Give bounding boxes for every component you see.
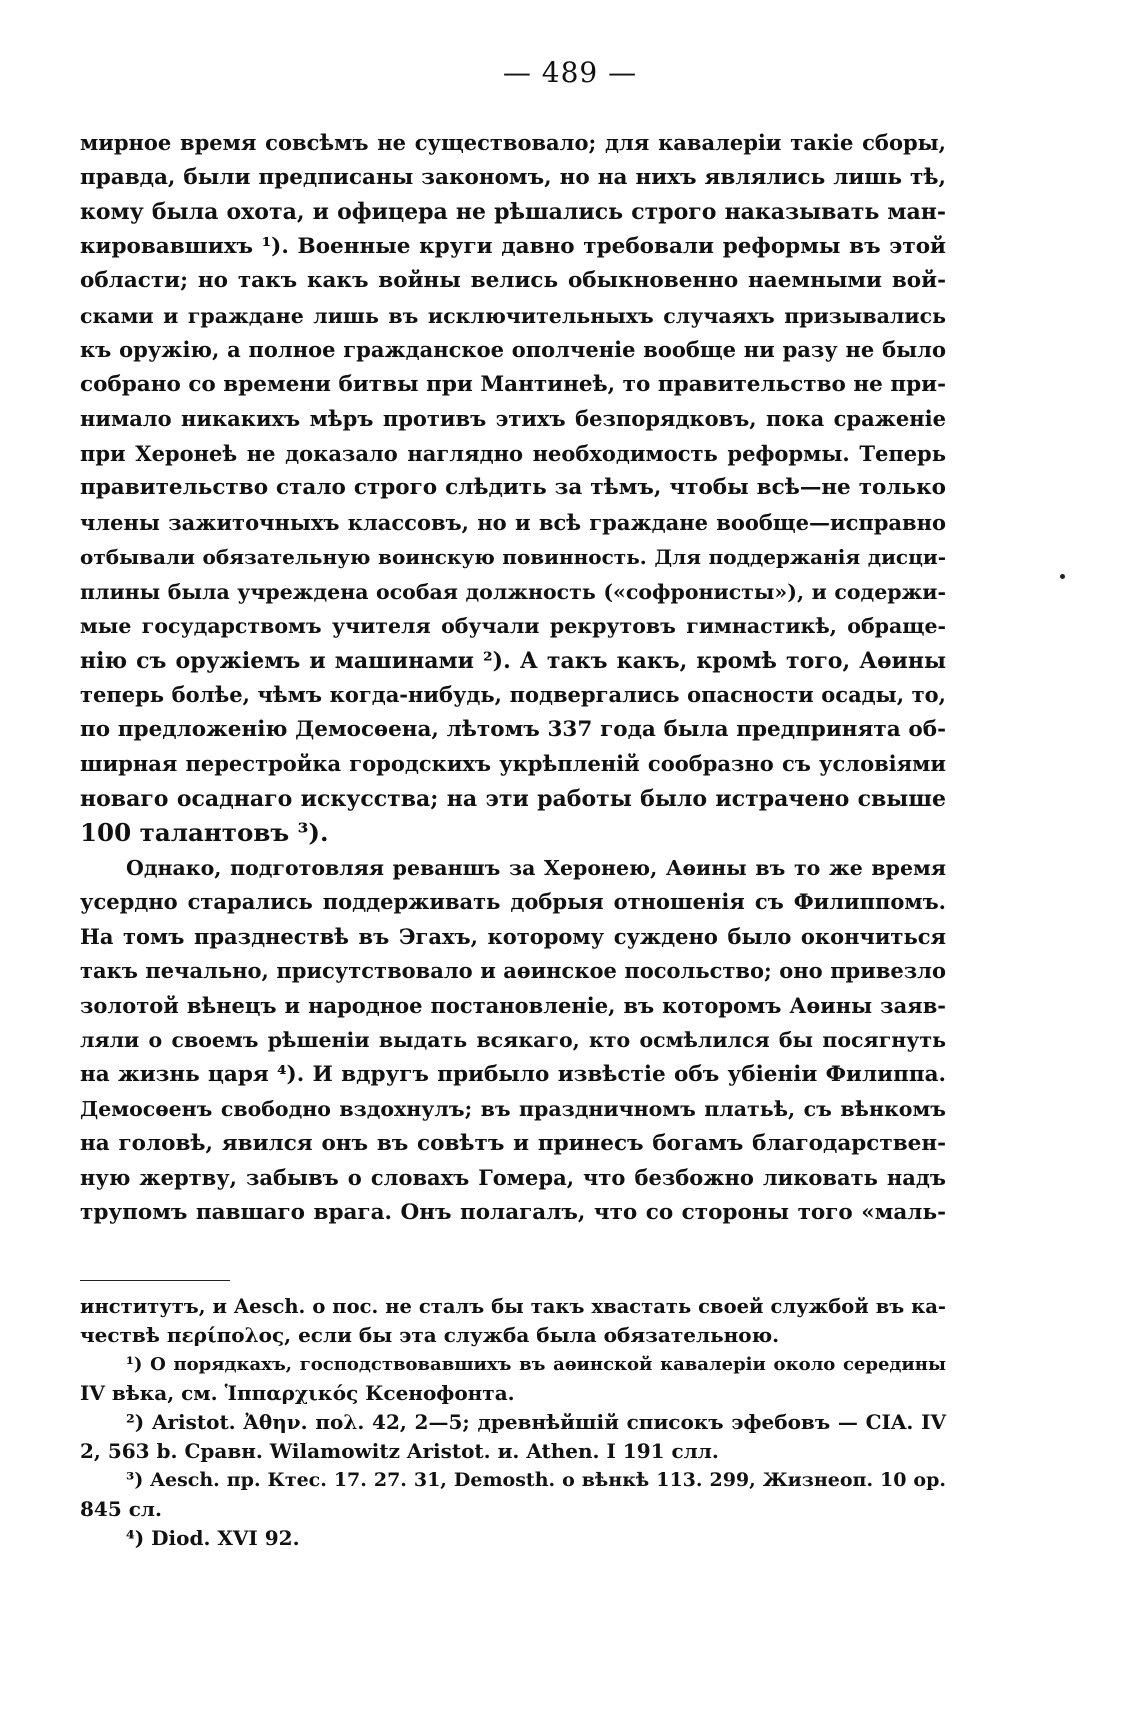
text-line: сками и граждане лишь въ исключительныхъ случаяхъ призывались xyxy=(80,303,946,328)
text-line: члены зажиточныхъ классовъ, но и всѣ граждане вообще—исправно xyxy=(80,509,946,535)
paragraph-end-line: 100 талантовъ ³). xyxy=(80,818,329,847)
text-line: ширная перестройка городскихъ укрѣпленій сообразно съ условіями xyxy=(80,751,946,776)
text-line: правительство стало строго слѣдить за тѣмъ, чтобы всѣ—не только xyxy=(80,475,946,500)
footnote-3: ³) Aesch. пр. Ктес. 17. 27. 31, Demosth. о вѣнкѣ 113. 299, Жизнеоп. 10 ор. xyxy=(126,1469,946,1491)
text-line: Демосѳенъ свободно вздохнулъ; въ праздничномъ платьѣ, съ вѣнкомъ xyxy=(80,1097,946,1121)
text-line: собрано со времени битвы при Мантинеѣ, то правительство не при- xyxy=(80,371,946,397)
footnote-line: институтъ, и Aesch. о пос. не сталъ бы такъ хвастать своей службой въ ка- xyxy=(80,1295,946,1318)
text-line: къ оружію, а полное гражданское ополченіе вообще ни разу не было xyxy=(80,337,946,362)
text-line: ную жертву, забывъ о словахъ Гомера, что безбожно ликовать надъ xyxy=(80,1165,946,1190)
footnote-1: ¹) О порядкахъ, господствовавшихъ въ аѳинской кавалеріи около середины xyxy=(126,1354,946,1375)
text-line: На томъ празднествѣ въ Эгахъ, которому суждено было окончиться xyxy=(80,923,946,949)
text-line: правда, были предписаны закономъ, но на нихъ являлись лишь тѣ, xyxy=(80,164,946,190)
text-line: на головѣ, явился онъ въ совѣтъ и принесъ богамъ благодарствен- xyxy=(80,1130,946,1156)
footnote-line: IV вѣка, см. Ἱππαρχικός Ксенофонта. xyxy=(80,1381,515,1405)
text-line: золотой вѣнецъ и народное постановленіе, въ которомъ Аѳины заяв- xyxy=(80,992,946,1018)
text-line: отбывали обязательную воинскую повинность. Для поддержанія дисци- xyxy=(80,545,946,569)
text-line: новаго осаднаго искусства; на эти работы было истрачено свыше xyxy=(80,785,946,812)
footnote-line: 845 сл. xyxy=(80,1497,162,1521)
text-line: нимало никакихъ мѣръ противъ этихъ безпорядковъ, пока сраженіе xyxy=(80,406,946,431)
footnote-line: 2, 563 b. Сравн. Wilamowitz Aristot. и. Athen. I 191 слл. xyxy=(80,1439,719,1463)
page-number: — 489 — xyxy=(502,56,638,89)
text-line: трупомъ павшаго врага. Онъ полагалъ, что со стороны того «маль- xyxy=(80,1199,946,1225)
text-line: нію съ оружіемъ и машинами ²). А такъ какъ, кромѣ того, Аѳины xyxy=(80,647,946,674)
footnote-4: ⁴) Diod. XVI 92. xyxy=(126,1526,300,1550)
text-line: мирное время совсѣмъ не существовало; для кавалеріи такіе сборы, xyxy=(80,130,946,155)
text-line: теперь болѣе, чѣмъ когда-нибудь, подвергались опасности осады, то, xyxy=(80,682,946,707)
footnotes xyxy=(80,1292,946,1553)
text-line: при Херонеѣ не доказало наглядно необходимость реформы. Теперь xyxy=(80,440,946,466)
text-line: на жизнь царя ⁴). И вдругъ прибыло извѣстіе объ убіеніи Филиппа. xyxy=(80,1061,946,1087)
text-line: по предложенію Демосѳена, лѣтомъ 337 года была предпринята об- xyxy=(80,716,946,742)
text-line: мые государствомъ учителя обучали рекрутовъ гимнастикѣ, обраще- xyxy=(80,614,946,638)
footnote-line: чествѣ περίπολος, если бы эта служба была обязательною. xyxy=(80,1323,780,1347)
main-text xyxy=(80,126,946,1230)
paragraph-start-line: Однако, подготовляя реваншъ за Херонею, Аѳины въ то же время xyxy=(126,855,946,880)
text-line: области; но такъ какъ войны велись обыкновенно наемными вой- xyxy=(80,268,946,293)
text-line: кому была охота, и офицера не рѣшались строго наказывать ман- xyxy=(80,199,946,225)
text-line: кировавшихъ ¹). Военные круги давно требовали реформы въ этой xyxy=(80,233,946,259)
ink-speck xyxy=(1060,574,1065,579)
text-line: ляли о своемъ рѣшеніи выдать всякаго, кто осмѣлился бы посягнуть xyxy=(80,1028,946,1052)
footnote-2: ²) Aristot. Ἀθην. πολ. 42, 2—5; древнѣйшій списокъ эфебовъ — CIA. IV xyxy=(126,1410,946,1434)
text-line: такъ печально, присутствовало и аѳинское посольство; оно привезло xyxy=(80,958,946,983)
footnote-divider xyxy=(80,1280,230,1281)
text-line: усердно старались поддерживать добрыя отношенія съ Филиппомъ. xyxy=(80,889,946,914)
text-line: плины была учреждена особая должность («софронисты»), и содержи- xyxy=(80,579,946,604)
